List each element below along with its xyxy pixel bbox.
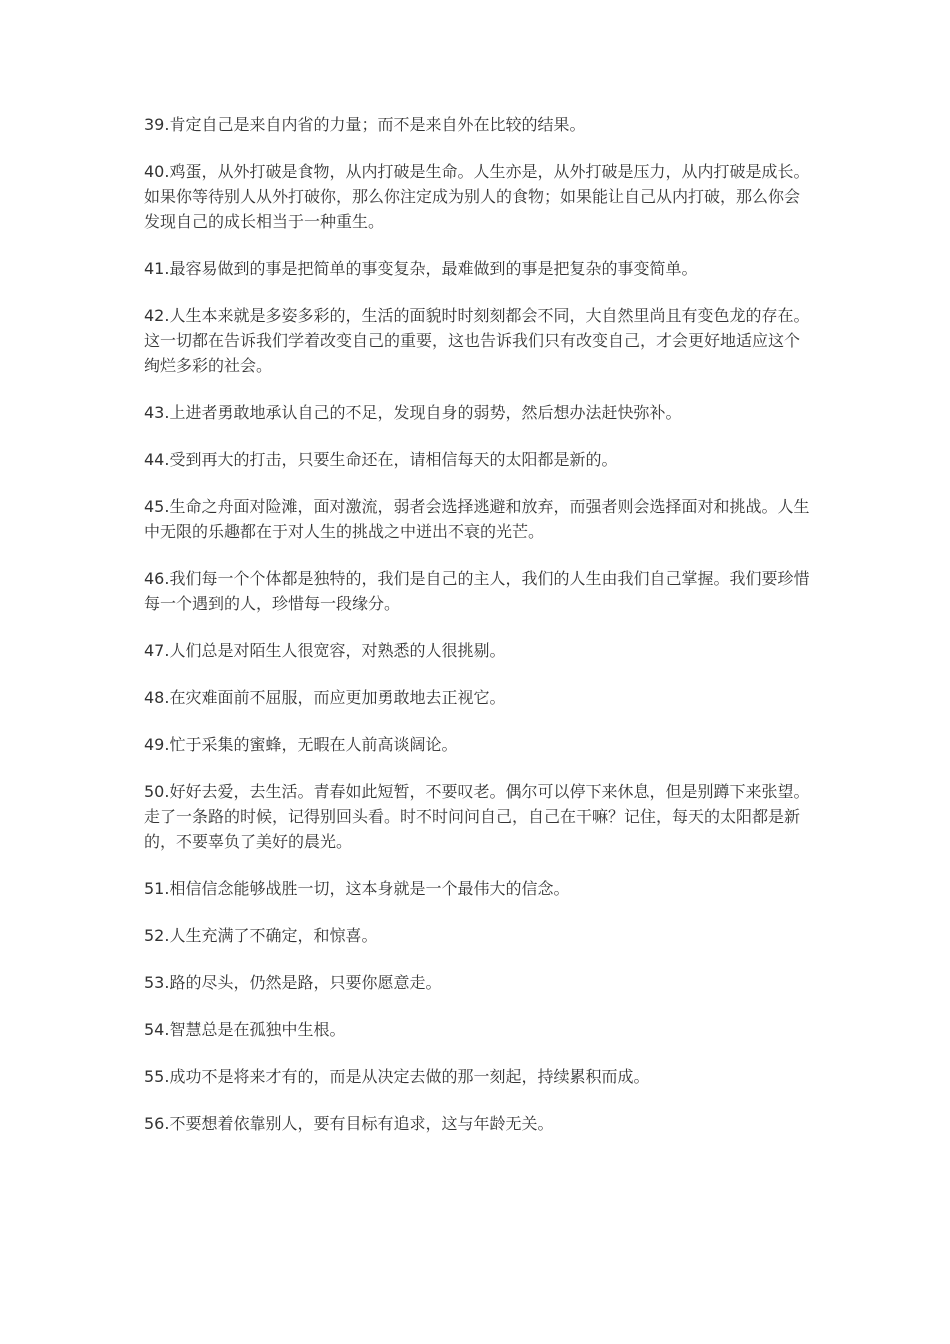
quote-44: 44.受到再大的打击，只要生命还在，请相信每天的太阳都是新的。: [144, 450, 618, 469]
quote-48: 48.在灾难面前不屈服，而应更加勇敢地去正视它。: [144, 688, 506, 707]
quote-41: 41.最容易做到的事是把简单的事变复杂，最难做到的事是把复杂的事变简单。: [144, 259, 698, 278]
quote-54: 54.智慧总是在孤独中生根。: [144, 1020, 346, 1039]
quote-43: 43.上进者勇敢地承认自己的不足，发现自身的弱势，然后想办法赶快弥补。: [144, 403, 682, 422]
quote-56: 56.不要想着依靠别人，要有目标有追求，这与年龄无关。: [144, 1114, 554, 1133]
quote-list: [144, 112, 812, 1158]
quote-50: 50.好好去爱，去生活。青春如此短暂，不要叹老。偶尔可以停下来休息，但是别蹲下来张望。走了一条路的时候，记得别回头看。时不时问问自己，自己在干嘛？记住，每天的太阳都是新的，不要辜负了美好的晨光。: [144, 782, 810, 851]
quote-42: 42.人生本来就是多姿多彩的，生活的面貌时时刻刻都会不同，大自然里尚且有变色龙的存在。这一切都在告诉我们学着改变自己的重要，这也告诉我们只有改变自己，才会更好地适应这个绚烂多彩的社会。: [144, 306, 810, 375]
quote-55: 55.成功不是将来才有的，而是从决定去做的那一刻起，持续累积而成。: [144, 1067, 650, 1086]
quote-47: 47.人们总是对陌生人很宽容，对熟悉的人很挑剔。: [144, 641, 506, 660]
quote-49: 49.忙于采集的蜜蜂，无暇在人前高谈阔论。: [144, 735, 458, 754]
quote-52: 52.人生充满了不确定，和惊喜。: [144, 926, 378, 945]
quote-39: 39.肯定自己是来自内省的力量；而不是来自外在比较的结果。: [144, 115, 586, 134]
quote-40: 40.鸡蛋，从外打破是食物，从内打破是生命。人生亦是，从外打破是压力，从内打破是成长。如果你等待别人从外打破你，那么你注定成为别人的食物；如果能让自己从内打破，那么你会发现自己的成长相当于一种重生。: [144, 162, 810, 231]
quote-45: 45.生命之舟面对险滩，面对激流，弱者会选择逃避和放弃，而强者则会选择面对和挑战。人生中无限的乐趣都在于对人生的挑战之中迸出不衰的光芒。: [144, 497, 810, 541]
quote-46: 46.我们每一个个体都是独特的，我们是自己的主人，我们的人生由我们自己掌握。我们要珍惜每一个遇到的人，珍惜每一段缘分。: [144, 569, 810, 613]
quote-51: 51.相信信念能够战胜一切，这本身就是一个最伟大的信念。: [144, 879, 570, 898]
quote-53: 53.路的尽头，仍然是路，只要你愿意走。: [144, 973, 442, 992]
